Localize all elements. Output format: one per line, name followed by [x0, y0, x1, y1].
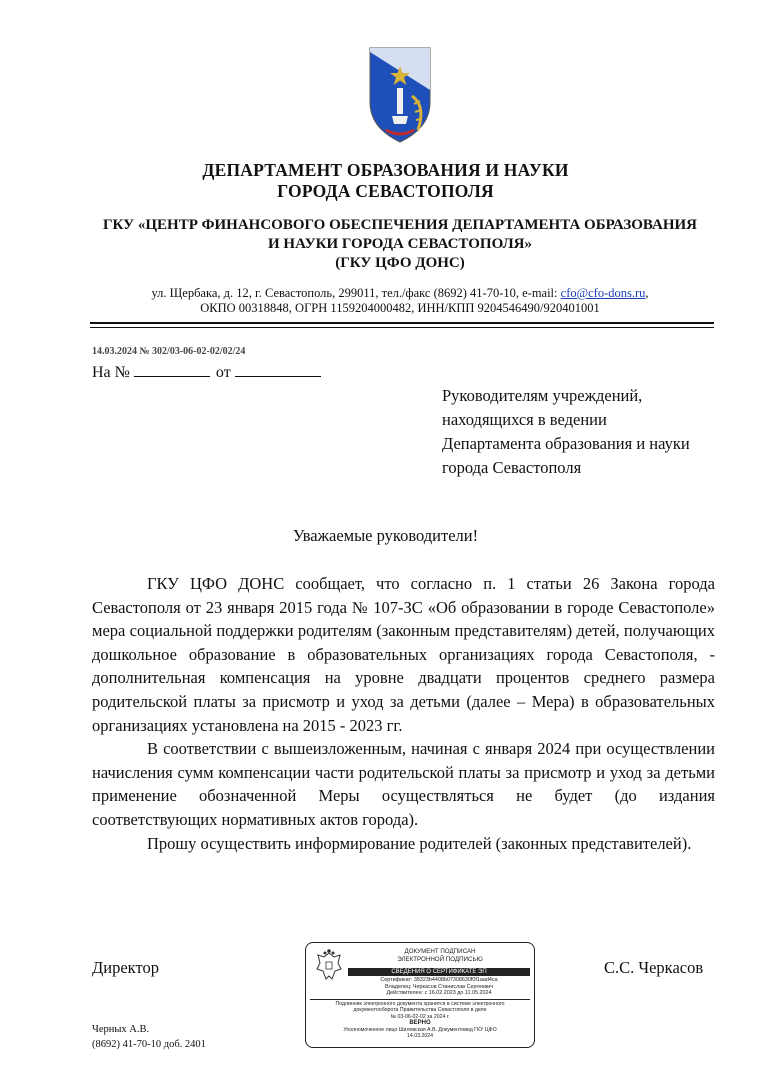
addressee-block — [442, 384, 732, 480]
stamp-title-line1: ДОКУМЕНТ ПОДПИСАН — [404, 948, 476, 955]
stamp-note-line4: Уполномоченное лицо Шилевская А.В. Документовед ГКУ ЦФО — [343, 1026, 497, 1033]
addressee-line1: Руководителям учреждений, — [442, 386, 643, 405]
addressee-line3: Департамента образования и науки — [442, 434, 690, 453]
organization-title-line1: ГКУ «ЦЕНТР ФИНАНСОВОГО ОБЕСПЕЧЕНИЯ ДЕПАРТАМЕНТА ОБРАЗОВАНИЯ — [102, 217, 697, 233]
body-paragraph-3: Прошу осуществить информирование родителей (законных представителей). — [147, 833, 692, 853]
organization-codes: ОКПО 00318848, ОГРН 1159204000482, ИНН/КПП 9204546490/920401001 — [200, 301, 600, 315]
signer-name: С.С. Черкасов — [604, 958, 704, 977]
organization-title — [70, 216, 730, 273]
reply-date-label: от — [215, 364, 231, 381]
stamp-cert-line1: Сертификат: 38323b4408b07308630f0f1aad4ca — [380, 977, 498, 983]
stamp-cert-header: СВЕДЕНИЯ О СЕРТИФИКАТЕ ЭП — [348, 968, 530, 976]
header-divider-thin — [90, 327, 714, 328]
stamp-note-line1: Подлинник электронного документа хранится в системе электронного — [335, 1001, 505, 1007]
stamp-divider — [310, 999, 530, 1000]
body-paragraph-1: ГКУ ЦФО ДОНС сообщает, что согласно п. 1 статьи 26 Закона города Севастополя от 23 января 2015 года № 107-ЗС «Об образовании в городе Севастополе» мера социальной поддержки родителям (законным представителям) детей, получающих дошкольное образование в образовательных организациях города Севастополя, - дополнительная компенсация на уровне двадцати процентов среднего размера родительской платы за присмотр и уход за детьми (далее – Мера) в образовательных организациях установлена на 2015 - 2023 гг. — [92, 574, 715, 735]
stamp-cert-info — [348, 977, 530, 997]
address-suffix: , — [645, 286, 649, 300]
reply-reference — [92, 362, 321, 382]
stamp-cert-line3: Действителен: с 16.02.2023 до 11.05.2024 — [386, 990, 492, 997]
organization-address — [90, 286, 710, 316]
address-line — [90, 286, 710, 301]
reply-date-blank — [235, 362, 321, 377]
stamp-title — [350, 948, 530, 963]
letter-body — [92, 572, 715, 855]
department-title-line1: ДЕПАРТАМЕНТ ОБРАЗОВАНИЯ И НАУКИ — [202, 160, 569, 180]
stamp-note — [310, 1001, 530, 1039]
stamp-cert-line2: Владелец: Черкасов Станислав Сергеевич — [384, 983, 493, 990]
header-divider-thick — [90, 322, 714, 324]
stamp-note-line2: документооборота Правительства Севастополя в деле — [353, 1007, 487, 1014]
address-text: ул. Щербака, д. 12, г. Севастополь, 299011, тел./факс (8692) 41-70-10, e-mail: — [151, 286, 561, 300]
stamp-note-line5: 14.03.2024 — [407, 1033, 433, 1040]
department-title — [0, 160, 771, 202]
organization-title-line2: И НАУКИ ГОРОДА СЕВАСТОПОЛЯ» — [267, 236, 533, 252]
reply-number-label: На № — [92, 364, 130, 381]
body-paragraph-2: В соответствии с вышеизложенным, начиная с января 2024 при осуществлении начисления сумм компенсации части родительской платы за присмотр и уход за детьми применение обозначенной Меры осуществляться не будет (до издания соответствующих нормативных актов города). — [92, 739, 715, 829]
department-title-line2: ГОРОДА СЕВАСТОПОЛЯ — [277, 181, 494, 201]
reply-number-blank — [134, 362, 210, 377]
stamp-verno: ВЕРНО — [409, 1020, 431, 1027]
stamp-note-line3: № 03-06-02-02 за 2024 г. — [390, 1013, 450, 1020]
executor-name: Черных А.В. — [92, 1024, 150, 1035]
addressee-line4: города Севастополя — [442, 458, 582, 477]
sevastopol-coat-of-arms-icon — [366, 46, 434, 144]
electronic-signature-stamp — [305, 942, 535, 1048]
greeting: Уважаемые руководители! — [292, 526, 479, 545]
organization-title-line3: (ГКУ ЦФО ДОНС) — [335, 255, 465, 271]
russia-coat-of-arms-icon — [314, 949, 344, 983]
executor-info — [92, 1022, 206, 1052]
addressee-line2: находящихся в ведении — [442, 410, 607, 429]
email-link[interactable]: cfo@cfo-dons.ru — [560, 286, 646, 300]
executor-phone: (8692) 41-70-10 доб. 2401 — [92, 1039, 206, 1050]
stamp-title-line2: ЭЛЕКТРОННОЙ ПОДПИСЬЮ — [397, 955, 483, 963]
signer-role: Директор — [92, 958, 159, 977]
registration-number: 14.03.2024 № 302/03-06-02-02/02/24 — [92, 346, 246, 357]
